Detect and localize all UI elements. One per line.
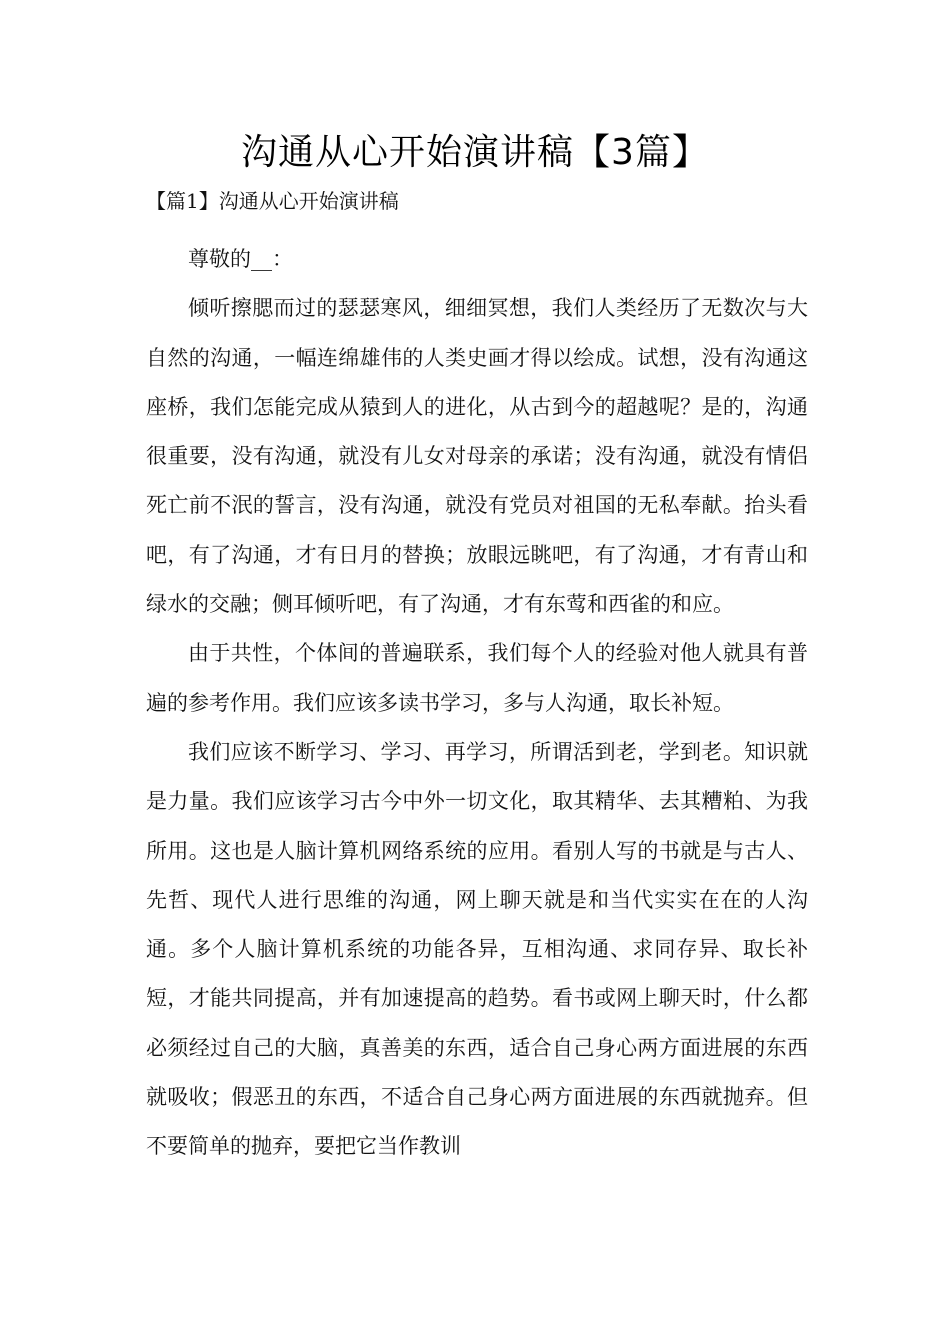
body-paragraph: 我们应该不断学习、学习、再学习，所谓活到老，学到老。知识就是力量。我们应该学习古今中外一切文化，取其精华、去其糟粕、为我所用。这也是人脑计算机网络系统的应用。看别人写的书就是与古人、先哲、现代人进行思维的沟通，网上聊天就是和当代实实在在的人沟通。多个人脑计算机系统的功能各异，互相沟通、求同存异、取长补短，才能共同提高，并有加速提高的趋势。看书或网上聊天时，什么都必须经过自己的大脑，真善美的东西，适合自己身心两方面进展的东西就吸收；假恶丑的东西，不适合自己身心两方面进展的东西就抛弃。但不要简单的抛弃，要把它当作教训 <box>146 739 808 1159</box>
document-title: 沟通从心开始演讲稿【3篇】 <box>241 132 709 173</box>
body-paragraph: 倾听擦腮而过的瑟瑟寒风，细细冥想，我们人类经历了无数次与大自然的沟通，一幅连绵雄伟的人类史画才得以绘成。试想，没有沟通这座桥，我们怎能完成从猿到人的进化，从古到今的超越呢？是的，沟通很重要，没有沟通，就没有儿女对母亲的承诺；没有沟通，就没有情侣死亡前不泯的誓言，没有沟通，就没有党员对祖国的无私奉献。抬头看吧，有了沟通，才有日月的替换；放眼远眺吧，有了沟通，才有青山和绿水的交融；侧耳倾听吧，有了沟通，才有东莺和西雀的和应。 <box>146 296 808 617</box>
salutation-paragraph: 尊敬的__： <box>188 247 293 271</box>
document-body <box>146 235 808 1172</box>
section-heading: 【篇1】沟通从心开始演讲稿 <box>146 189 399 213</box>
body-paragraph: 由于共性，个体间的普遍联系，我们每个人的经验对他人就具有普遍的参考作用。我们应该多读书学习，多与人沟通，取长补短。 <box>146 641 808 715</box>
